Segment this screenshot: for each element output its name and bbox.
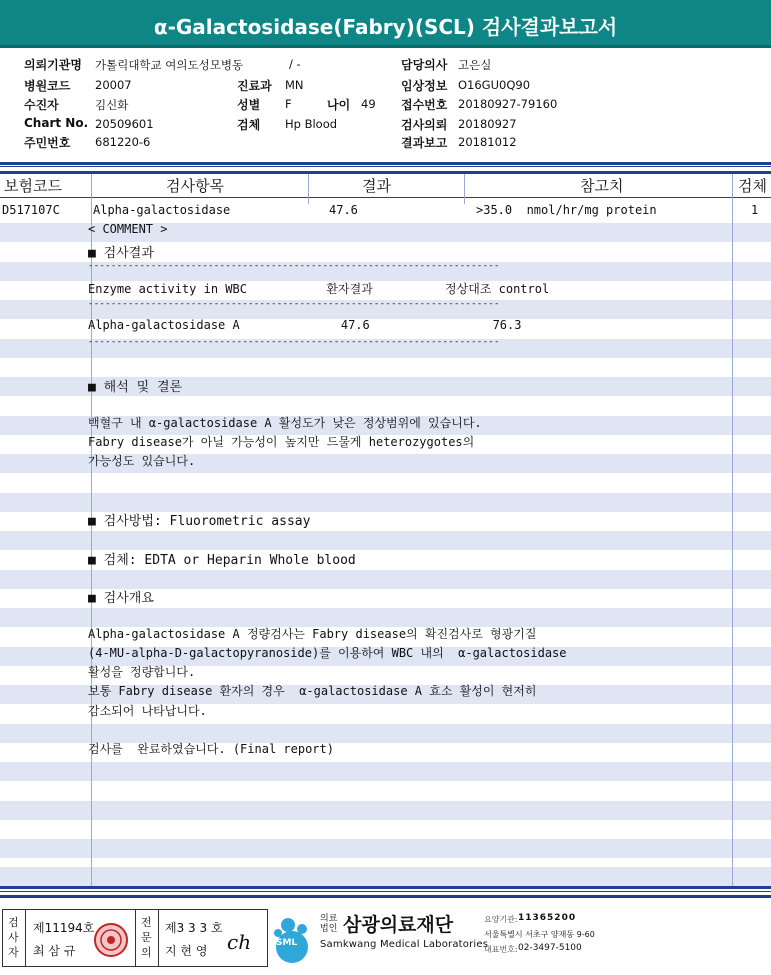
chart-no-label: Chart No.: [24, 116, 89, 130]
comment-line: ■ 검사결과: [88, 246, 154, 261]
age-value: 49: [361, 97, 376, 111]
department-value: MN: [285, 78, 304, 92]
comment-line: Alpha-galactosidase A 47.6 76.3: [88, 318, 522, 332]
column-header-rule: [0, 197, 771, 198]
footer-rule-thin: [0, 891, 771, 892]
department-label: 진료과: [237, 79, 272, 93]
phone-number: 02-3497-5100: [518, 943, 582, 953]
phone-label: 대표번호:: [484, 945, 518, 954]
hospital-code-label: 병원코드: [24, 79, 71, 93]
comment-line: ------------------------------------------------------------------------: [88, 299, 500, 309]
footer-rule-bottom: [0, 895, 771, 898]
col-specimen: 검체: [738, 177, 767, 195]
logo-text: SML: [276, 938, 298, 948]
comment-line: 활성을 정량합니다.: [88, 665, 196, 679]
comment-line: 가능성도 있습니다.: [88, 454, 196, 468]
resident-no-label: 주민번호: [24, 136, 71, 150]
col-insurance-code: 보험코드: [4, 177, 62, 195]
inst-code-label: 요양기관:: [484, 915, 518, 924]
doctor-value: 고은실: [458, 58, 492, 72]
comment-line: ■ 검체: EDTA or Heparin Whole blood: [88, 553, 356, 568]
examiner-seal-icon: [93, 922, 129, 958]
result-item: Alpha-galactosidase: [93, 203, 231, 217]
resident-no-value: 681220-6: [95, 135, 151, 149]
result-code: D517107C: [2, 203, 60, 217]
col-reference: 참고치: [580, 177, 624, 195]
report-title: α-Galactosidase(Fabry)(SCL) 검사결과보고서: [153, 15, 618, 39]
org-name: 삼광의료재단: [343, 914, 454, 936]
comment-line: 백혈구 내 α-galactosidase A 활성도가 낮은 정상범위에 있습니다.: [88, 416, 482, 430]
patient-value: 김신화: [95, 98, 129, 112]
examiner-name: 최 삼 규: [33, 944, 76, 958]
receipt-no-label: 접수번호: [401, 98, 448, 112]
specialist-license: 제3 3 3 호: [165, 921, 223, 935]
column-divider: [308, 174, 309, 204]
specimen-label: 검체: [237, 118, 261, 132]
chart-no-value: 20509601: [95, 117, 154, 131]
comment-line: Fabry disease가 아닐 가능성이 높지만 드물게 heterozygotes의: [88, 435, 475, 449]
org-prefix: 의료법인: [320, 914, 338, 934]
inst-code: 11365200: [518, 913, 577, 923]
examiner-label: 검 사 자: [8, 916, 19, 959]
specialist-signature: ch: [227, 930, 252, 954]
referral-hospital-label: 의뢰기관명: [24, 58, 82, 72]
report-date-value: 20181012: [458, 135, 517, 149]
signature-box: [2, 909, 268, 967]
org-english-name: Samkwang Medical Laboratories: [320, 939, 489, 950]
patient-label: 수진자: [24, 98, 59, 112]
sex-label: 성별: [237, 98, 261, 112]
specialist-name: 지 현 영: [165, 944, 208, 958]
footer-rule-top: [0, 886, 771, 889]
request-date-label: 검사의뢰: [401, 118, 448, 132]
clinical-info-label: 임상정보: [401, 79, 448, 93]
hospital-code-value: 20007: [95, 78, 132, 92]
specimen-value: Hp Blood: [285, 117, 338, 131]
specialist-label: 전 문 의: [141, 916, 152, 959]
col-result: 결과: [362, 177, 391, 195]
header-rule-top: [0, 162, 771, 165]
comment-line: ■ 검사개요: [88, 591, 154, 606]
comment-line: Alpha-galactosidase A 정량검사는 Fabry disease의 확진검사로 형광기질: [88, 627, 537, 641]
comment-line: ■ 검사방법: Fluorometric assay: [88, 514, 311, 529]
report-title-bar: [0, 0, 771, 48]
comment-line: 보통 Fabry disease 환자의 경우 α-galactosidase A 효소 활성이 현저히: [88, 684, 537, 698]
age-label: 나이: [327, 98, 351, 112]
specialist-label-cell: [135, 910, 159, 966]
examiner-label-cell: [3, 910, 26, 966]
request-date-value: 20180927: [458, 117, 517, 131]
doctor-label: 담당의사: [401, 58, 448, 72]
examiner-license: 제11194호: [33, 921, 95, 935]
org-address: 서울특별시 서초구 양재동 9-60: [484, 930, 595, 939]
result-specimen: 1: [751, 203, 759, 217]
header-rule-bottom: [0, 171, 771, 174]
comment-line: Enzyme activity in WBC 환자결과 정상대조 control: [88, 282, 550, 296]
comment-line: 감소되어 나타납니다.: [88, 704, 207, 718]
referral-hospital-value: 가톨릭대학교 여의도성모병동: [95, 58, 244, 72]
clinical-info-value: O16GU0Q90: [458, 78, 531, 92]
column-divider: [732, 174, 733, 887]
ward-value: / -: [289, 57, 301, 71]
result-reference: >35.0 nmol/hr/mg protein: [476, 203, 657, 217]
comment-line: ------------------------------------------------------------------------: [88, 337, 500, 347]
sex-value: F: [285, 97, 292, 111]
col-test-item: 검사항목: [166, 177, 224, 195]
comment-line: ------------------------------------------------------------------------: [88, 261, 500, 271]
header-rule-thin: [0, 166, 771, 167]
result-value: 47.6: [329, 203, 358, 217]
report-date-label: 결과보고: [401, 136, 448, 150]
comment-line: (4-MU-alpha-D-galactopyranoside)를 이용하여 WBC 내의 α-galactosidase: [88, 646, 567, 660]
comment-line: ■ 해석 및 결론: [88, 380, 183, 395]
comment-line: < COMMENT >: [88, 222, 168, 236]
comment-line: 검사를 완료하였습니다. (Final report): [88, 742, 334, 756]
column-divider: [464, 174, 465, 204]
receipt-no-value: 20180927-79160: [458, 97, 558, 111]
